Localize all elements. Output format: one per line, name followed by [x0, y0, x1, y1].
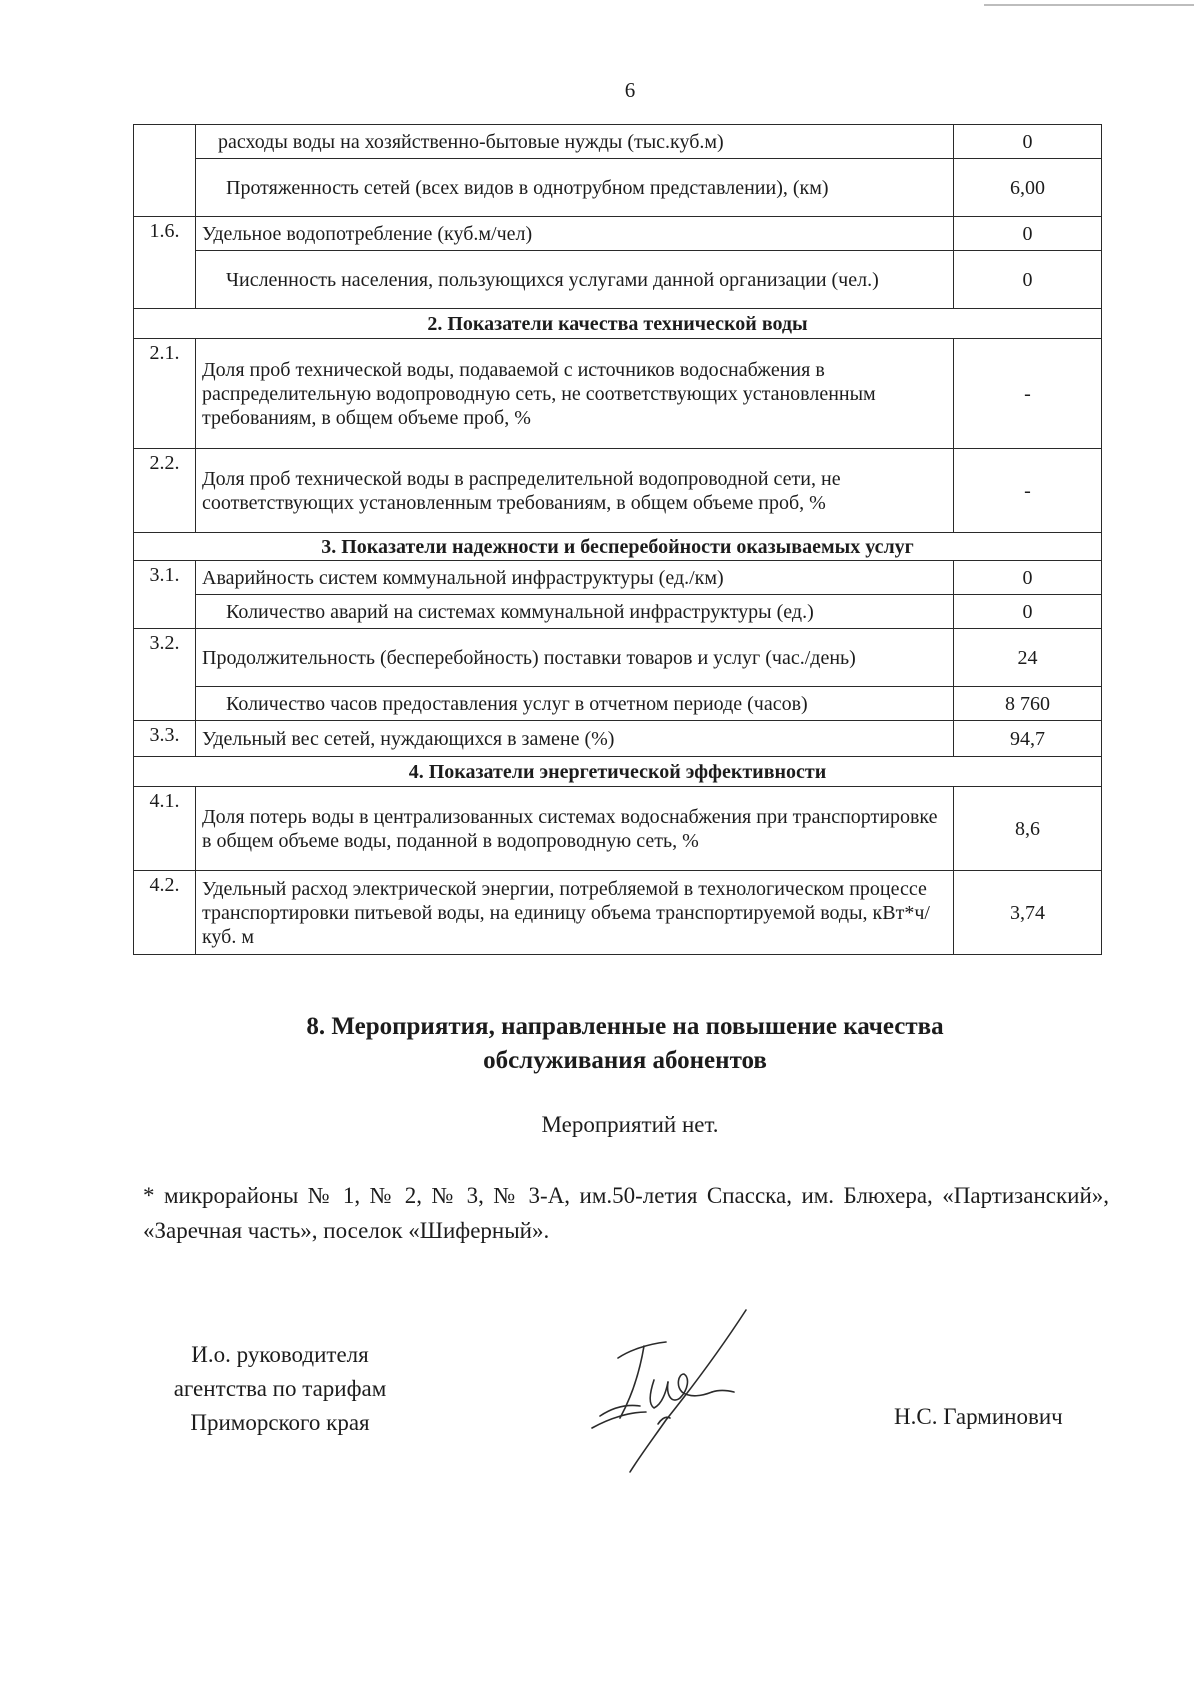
- row-number-cell: 4.2.: [134, 871, 196, 955]
- table-row: [134, 125, 1102, 159]
- row-value-cell: 0: [954, 125, 1102, 159]
- table-row: [134, 561, 1102, 595]
- section-header-row: [134, 533, 1102, 561]
- table-row: [134, 339, 1102, 449]
- row-value-cell: -: [954, 449, 1102, 533]
- table-row: [134, 251, 1102, 309]
- row-label-cell: расходы воды на хозяйственно-бытовые нужды (тыс.куб.м): [196, 125, 954, 159]
- row-number-cell: [134, 159, 196, 217]
- row-label-cell: Аварийность систем коммунальной инфраструктуры (ед./км): [196, 561, 954, 595]
- row-label-cell: Численность населения, пользующихся услугами данной организации (чел.): [196, 251, 954, 309]
- row-label-cell: Доля проб технической воды в распределительной водопроводной сети, не соответствующих установленным требованиям, в общем объеме проб, %: [196, 449, 954, 533]
- row-value-cell: 0: [954, 595, 1102, 629]
- table-row: [134, 449, 1102, 533]
- table-row: [134, 595, 1102, 629]
- section-title: 3. Показатели надежности и бесперебойности оказываемых услуг: [134, 533, 1102, 561]
- row-value-cell: 0: [954, 251, 1102, 309]
- row-label-cell: Удельный вес сетей, нуждающихся в замене (%): [196, 721, 954, 757]
- row-number-cell: 3.1.: [134, 561, 196, 595]
- table-row: [134, 159, 1102, 217]
- row-label-cell: Протяженность сетей (всех видов в однотрубном представлении), (км): [196, 159, 954, 217]
- row-number-cell: 3.2.: [134, 629, 196, 687]
- row-number-cell: [134, 251, 196, 309]
- row-number-cell: [134, 125, 196, 159]
- row-number-cell: 4.1.: [134, 787, 196, 871]
- signer-title: [140, 1338, 420, 1440]
- row-number-cell: 3.3.: [134, 721, 196, 757]
- section-8-title-line2: обслуживания абонентов: [483, 1047, 767, 1074]
- signer-name: Н.С. Гарминович: [894, 1404, 1063, 1429]
- section-8-title: [200, 1010, 1050, 1078]
- indicators-table: [133, 124, 1102, 955]
- section-header-row: [134, 309, 1102, 339]
- row-number-cell: 1.6.: [134, 217, 196, 251]
- row-value-cell: 0: [954, 217, 1102, 251]
- signer-title-line1: И.о. руководителя: [191, 1342, 369, 1367]
- row-number-cell: [134, 595, 196, 629]
- row-value-cell: 3,74: [954, 871, 1102, 955]
- handwritten-signature: [570, 1300, 770, 1480]
- row-number-cell: 2.1.: [134, 339, 196, 449]
- row-label-cell: Количество часов предоставления услуг в отчетном периоде (часов): [196, 687, 954, 721]
- signer-title-line3: Приморского края: [190, 1410, 370, 1435]
- row-label-cell: Удельный расход электрической энергии, потребляемой в технологическом процессе транспортировки питьевой воды, на единицу объема транспортируемой воды, кВт*ч/куб. м: [196, 871, 954, 955]
- top-edge-line: [984, 4, 1194, 6]
- row-value-cell: 8,6: [954, 787, 1102, 871]
- row-value-cell: 24: [954, 629, 1102, 687]
- row-label-cell: Удельное водопотребление (куб.м/чел): [196, 217, 954, 251]
- row-value-cell: 6,00: [954, 159, 1102, 217]
- table-row: [134, 217, 1102, 251]
- footnote: * микрорайоны № 1, № 2, № 3, № 3-А, им.50-летия Спасска, им. Блюхера, «Партизанский», «Заречная часть», поселок «Шиферный».: [143, 1183, 1109, 1243]
- table-row: [134, 721, 1102, 757]
- row-label-cell: Доля проб технической воды, подаваемой с источников водоснабжения в распределительную водопроводную сеть, не соответствующих установленным требованиям, в общем объеме проб, %: [196, 339, 954, 449]
- section-header-row: [134, 757, 1102, 787]
- section-8-text: Мероприятий нет.: [541, 1112, 719, 1137]
- row-number-cell: [134, 687, 196, 721]
- row-value-cell: 94,7: [954, 721, 1102, 757]
- table-row: [134, 629, 1102, 687]
- row-value-cell: 8 760: [954, 687, 1102, 721]
- page-number: 6: [624, 78, 636, 102]
- signer-title-line2: агентства по тарифам: [173, 1376, 387, 1401]
- row-number-cell: 2.2.: [134, 449, 196, 533]
- row-label-cell: Продолжительность (бесперебойность) поставки товаров и услуг (час./день): [196, 629, 954, 687]
- row-label-cell: Количество аварий на системах коммунальной инфраструктуры (ед.): [196, 595, 954, 629]
- section-title: 4. Показатели энергетической эффективности: [134, 757, 1102, 787]
- section-8-title-line1: 8. Мероприятия, направленные на повышение качества: [306, 1013, 944, 1040]
- table-row: [134, 871, 1102, 955]
- row-label-cell: Доля потерь воды в централизованных системах водоснабжения при транспортировке в общем объеме воды, поданной в водопроводную сеть, %: [196, 787, 954, 871]
- table-row: [134, 687, 1102, 721]
- row-value-cell: -: [954, 339, 1102, 449]
- row-value-cell: 0: [954, 561, 1102, 595]
- table-row: [134, 787, 1102, 871]
- section-title: 2. Показатели качества технической воды: [134, 309, 1102, 339]
